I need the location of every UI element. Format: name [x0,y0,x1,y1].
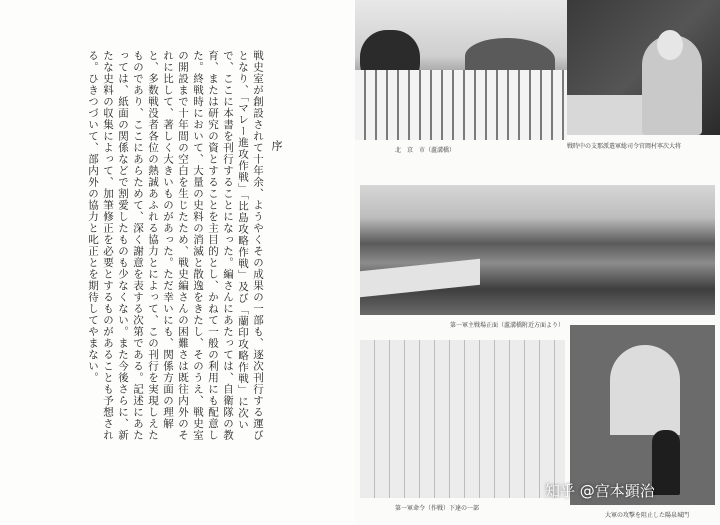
photo-building-wall [355,70,567,140]
caption-photo-4: 第一軍命令（作戦）下達の一部 [395,505,480,512]
photo-river [360,259,480,298]
photo-handwritten-order [360,340,565,498]
photo-soldier [652,430,680,495]
caption-photo-2: 戦時中の支那派遣軍総司令官岡村寧次大将 [567,143,682,150]
caption-photo-3: 第一軍主戦場正面（蘆溝橋附近方面より） [450,322,565,329]
photo-city-gate [570,325,715,505]
right-page [355,0,720,525]
left-page [0,0,355,525]
caption-photo-5: 大軍の攻撃を阻止した陽泉城門 [605,512,690,519]
photo-battlefield-panorama [360,185,715,315]
preface-body-text: 戦史室が創設されて十年余、ようやくその成果の一部も、逐次刊行する運びとなり、「マレー進攻作戦」「比島攻略作戦」及び「蘭印攻略作戦」に次いで、ここに本書を刊行することになった。編さんにあたっては、自衛隊の教育、または研究の資とすることを主目的とし、かねて一般の利用にも配意した。終戦時において、大量の史料の消滅と散逸をきたし、そのうえ、戦史室の開設まで十年間の空白を生じたため、戦史編さんの困難さは既往内外のそれに比して、著しく大きいものがあった。ただ幸いにも、関係方面の理解と、多数戦没者各位の熱誠あふれる協力とによって、この刊行を実現しえたものであり、ここにあらためて、深く謝意を表する次第である。記述にあたっては、紙面の関係などで割愛したものも少なくない。また今後さらに、新たな史料の収集によって、加筆修正を必要とするものがあることも予想される。ひきつづいて、部内外の協力と叱正とを期待してやまない。 [87,50,264,441]
caption-photo-1: 北 京 市（蘆溝橋） [395,147,456,154]
photo-buildings [355,0,567,140]
preface-title: 序 [270,140,283,151]
photo-gate-arch [610,345,680,435]
watermark: 知乎 @宫本顕治 [545,482,655,500]
photo-officer-head [657,30,683,60]
photo-officer [567,0,720,135]
photo-desk [567,95,647,135]
